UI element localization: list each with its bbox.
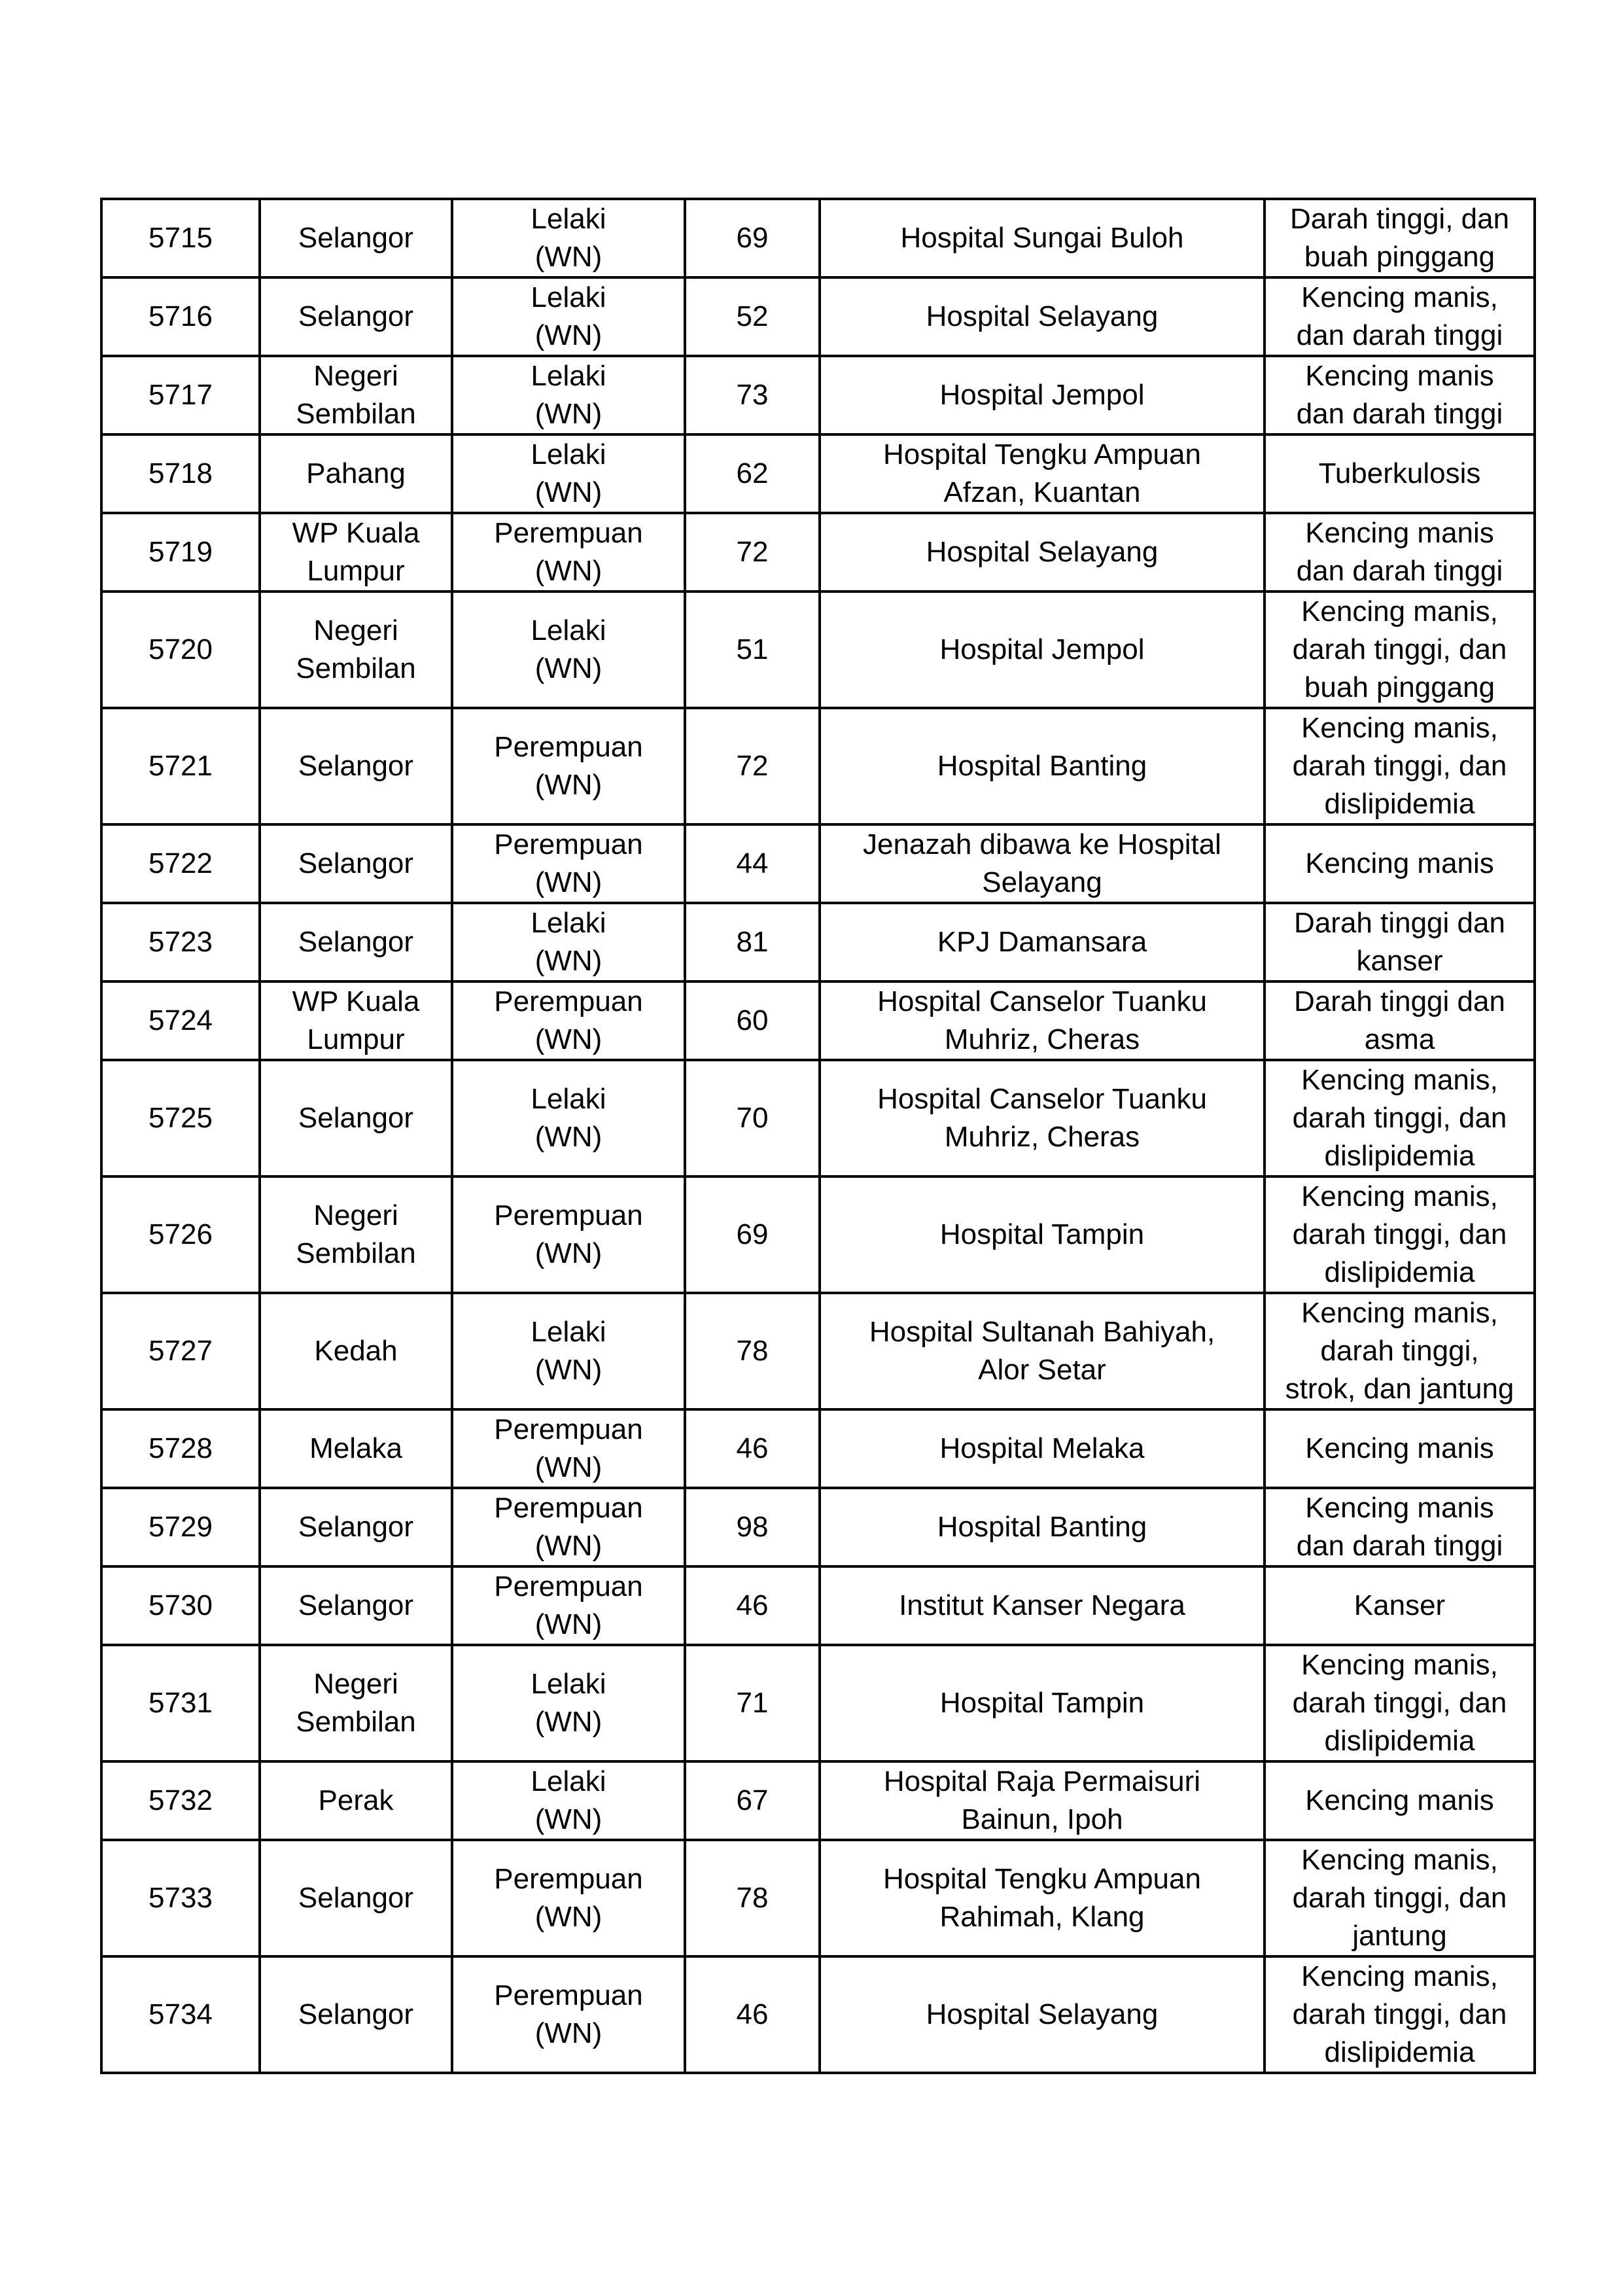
table-body	[101, 199, 1535, 2073]
gender-cell	[452, 1060, 685, 1176]
gender-cell-text: Perempuan (WN)	[494, 1413, 643, 1483]
case-number-cell-text: 5721	[148, 750, 213, 782]
case-number-cell-text: 5718	[148, 457, 213, 489]
age-cell	[685, 1761, 820, 1840]
state-cell-text: WP Kuala Lumpur	[292, 985, 420, 1055]
table-row	[101, 824, 1535, 903]
case-number-cell-text: 5730	[148, 1589, 213, 1621]
state-cell-text: WP Kuala Lumpur	[292, 517, 420, 587]
table-row	[101, 1293, 1535, 1409]
hospital-cell	[820, 1488, 1265, 1566]
case-number-cell	[101, 1956, 260, 2073]
table-row	[101, 199, 1535, 277]
condition-cell-text: Kencing manis dan darah tinggi	[1296, 517, 1503, 587]
case-number-cell	[101, 199, 260, 277]
case-number-cell	[101, 1840, 260, 1956]
gender-cell	[452, 277, 685, 356]
hospital-cell-text: Hospital Sultanah Bahiyah, Alor Setar	[869, 1316, 1215, 1386]
age-cell	[685, 1840, 820, 1956]
table-row	[101, 1409, 1535, 1488]
condition-cell-text: Kencing manis	[1305, 847, 1494, 879]
condition-cell	[1265, 903, 1535, 981]
table-row	[101, 1761, 1535, 1840]
case-number-cell-text: 5726	[148, 1218, 213, 1250]
age-cell-text: 78	[736, 1335, 769, 1367]
case-number-cell	[101, 1645, 260, 1761]
condition-cell-text: Kencing manis, darah tinggi, dan dislipidemia	[1292, 1180, 1507, 1288]
state-cell-text: Negeri Sembilan	[296, 1199, 416, 1269]
gender-cell	[452, 513, 685, 592]
hospital-cell-text: Hospital Sungai Buloh	[900, 222, 1184, 254]
hospital-cell-text: Hospital Tampin	[939, 1687, 1145, 1719]
age-cell-text: 71	[736, 1687, 769, 1719]
state-cell	[260, 1293, 452, 1409]
age-cell-text: 78	[736, 1882, 769, 1914]
state-cell-text: Selangor	[298, 750, 414, 782]
condition-cell-text: Kencing manis, darah tinggi, dan jantung	[1292, 1844, 1507, 1952]
gender-cell-text: Perempuan (WN)	[494, 828, 643, 898]
gender-cell-text: Lelaki (WN)	[531, 614, 606, 684]
hospital-cell	[820, 1060, 1265, 1176]
gender-cell	[452, 1293, 685, 1409]
hospital-cell-text: Institut Kanser Negara	[899, 1589, 1185, 1621]
table-row	[101, 1488, 1535, 1566]
gender-cell	[452, 981, 685, 1060]
state-cell	[260, 903, 452, 981]
state-cell-text: Selangor	[298, 1882, 414, 1914]
hospital-cell-text: Hospital Raja Permaisuri Bainun, Ipoh	[883, 1765, 1201, 1835]
condition-cell-text: Kencing manis, dan darah tinggi	[1296, 281, 1503, 351]
age-cell-text: 98	[736, 1511, 769, 1543]
age-cell	[685, 1409, 820, 1488]
hospital-cell	[820, 592, 1265, 708]
state-cell	[260, 1488, 452, 1566]
condition-cell	[1265, 1176, 1535, 1293]
gender-cell	[452, 1409, 685, 1488]
state-cell	[260, 592, 452, 708]
gender-cell-text: Lelaki (WN)	[531, 1083, 606, 1153]
case-number-cell-text: 5725	[148, 1102, 213, 1134]
hospital-cell-text: Hospital Canselor Tuanku Muhriz, Cheras	[877, 1083, 1207, 1153]
condition-cell	[1265, 277, 1535, 356]
age-cell-text: 72	[736, 750, 769, 782]
state-cell	[260, 1956, 452, 2073]
case-number-cell	[101, 592, 260, 708]
gender-cell	[452, 903, 685, 981]
case-number-cell	[101, 1060, 260, 1176]
case-number-cell	[101, 824, 260, 903]
hospital-cell-text: Hospital Melaka	[939, 1432, 1145, 1464]
table-row	[101, 708, 1535, 824]
gender-cell-text: Lelaki (WN)	[531, 281, 606, 351]
hospital-cell	[820, 1956, 1265, 2073]
state-cell	[260, 1176, 452, 1293]
gender-cell	[452, 824, 685, 903]
age-cell-text: 72	[736, 536, 769, 568]
case-number-cell	[101, 1409, 260, 1488]
case-number-cell	[101, 708, 260, 824]
table-row	[101, 1956, 1535, 2073]
state-cell-text: Negeri Sembilan	[296, 360, 416, 430]
age-cell	[685, 434, 820, 513]
age-cell	[685, 1060, 820, 1176]
state-cell	[260, 434, 452, 513]
state-cell	[260, 1409, 452, 1488]
age-cell	[685, 277, 820, 356]
case-number-cell-text: 5727	[148, 1335, 213, 1367]
condition-cell	[1265, 708, 1535, 824]
condition-cell-text: Kencing manis	[1305, 1784, 1494, 1816]
age-cell	[685, 1645, 820, 1761]
state-cell	[260, 1761, 452, 1840]
hospital-cell-text: Hospital Selayang	[926, 536, 1159, 568]
deaths-table	[100, 198, 1536, 2074]
case-number-cell-text: 5731	[148, 1687, 213, 1719]
hospital-cell	[820, 1293, 1265, 1409]
state-cell-text: Selangor	[298, 1998, 414, 2030]
gender-cell	[452, 1645, 685, 1761]
gender-cell	[452, 1840, 685, 1956]
state-cell	[260, 356, 452, 434]
condition-cell-text: Darah tinggi, dan buah pinggang	[1289, 203, 1510, 273]
hospital-cell	[820, 1566, 1265, 1645]
age-cell	[685, 356, 820, 434]
hospital-cell	[820, 199, 1265, 277]
hospital-cell	[820, 1761, 1265, 1840]
table-row	[101, 1840, 1535, 1956]
state-cell	[260, 1566, 452, 1645]
case-number-cell-text: 5732	[148, 1784, 213, 1816]
state-cell	[260, 708, 452, 824]
age-cell	[685, 708, 820, 824]
hospital-cell	[820, 356, 1265, 434]
gender-cell	[452, 1488, 685, 1566]
state-cell	[260, 199, 452, 277]
case-number-cell	[101, 277, 260, 356]
case-number-cell-text: 5719	[148, 536, 213, 568]
age-cell-text: 51	[736, 633, 769, 665]
age-cell-text: 46	[736, 1589, 769, 1621]
gender-cell-text: Lelaki (WN)	[531, 1316, 606, 1386]
case-number-cell	[101, 981, 260, 1060]
hospital-cell	[820, 708, 1265, 824]
case-number-cell-text: 5728	[148, 1432, 213, 1464]
condition-cell	[1265, 356, 1535, 434]
case-number-cell-text: 5715	[148, 222, 213, 254]
state-cell-text: Selangor	[298, 926, 414, 958]
hospital-cell-text: Hospital Selayang	[926, 1998, 1159, 2030]
hospital-cell	[820, 824, 1265, 903]
hospital-cell-text: Hospital Banting	[937, 750, 1147, 782]
case-number-cell-text: 5716	[148, 300, 213, 332]
table-row	[101, 356, 1535, 434]
condition-cell-text: Kencing manis	[1305, 1432, 1494, 1464]
state-cell-text: Selangor	[298, 222, 414, 254]
table-row	[101, 903, 1535, 981]
state-cell	[260, 824, 452, 903]
age-cell	[685, 513, 820, 592]
case-number-cell	[101, 434, 260, 513]
age-cell-text: 67	[736, 1784, 769, 1816]
state-cell-text: Selangor	[298, 1102, 414, 1134]
table-row	[101, 1566, 1535, 1645]
gender-cell-text: Perempuan (WN)	[494, 1570, 643, 1640]
case-number-cell	[101, 1761, 260, 1840]
state-cell	[260, 513, 452, 592]
age-cell-text: 69	[736, 1218, 769, 1250]
condition-cell	[1265, 1956, 1535, 2073]
state-cell-text: Selangor	[298, 847, 414, 879]
hospital-cell-text: Hospital Banting	[937, 1511, 1147, 1543]
gender-cell	[452, 592, 685, 708]
condition-cell	[1265, 1840, 1535, 1956]
condition-cell-text: Kencing manis dan darah tinggi	[1296, 1492, 1503, 1562]
gender-cell	[452, 199, 685, 277]
age-cell-text: 69	[736, 222, 769, 254]
case-number-cell	[101, 1566, 260, 1645]
state-cell	[260, 277, 452, 356]
state-cell-text: Selangor	[298, 1511, 414, 1543]
condition-cell	[1265, 434, 1535, 513]
case-number-cell	[101, 513, 260, 592]
table-row	[101, 513, 1535, 592]
gender-cell	[452, 708, 685, 824]
age-cell-text: 46	[736, 1432, 769, 1464]
state-cell-text: Negeri Sembilan	[296, 614, 416, 684]
age-cell	[685, 1176, 820, 1293]
case-number-cell	[101, 903, 260, 981]
condition-cell	[1265, 824, 1535, 903]
age-cell-text: 46	[736, 1998, 769, 2030]
gender-cell-text: Lelaki (WN)	[531, 203, 606, 273]
age-cell-text: 44	[736, 847, 769, 879]
state-cell-text: Perak	[318, 1784, 394, 1816]
case-number-cell-text: 5722	[148, 847, 213, 879]
case-number-cell-text: 5717	[148, 379, 213, 411]
age-cell	[685, 903, 820, 981]
age-cell	[685, 981, 820, 1060]
case-number-cell-text: 5734	[148, 1998, 213, 2030]
gender-cell-text: Lelaki (WN)	[531, 360, 606, 430]
condition-cell-text: Darah tinggi dan kanser	[1294, 907, 1505, 977]
gender-cell-text: Perempuan (WN)	[494, 517, 643, 587]
gender-cell-text: Lelaki (WN)	[531, 907, 606, 977]
table-row	[101, 981, 1535, 1060]
hospital-cell	[820, 903, 1265, 981]
age-cell	[685, 1566, 820, 1645]
state-cell-text: Negeri Sembilan	[296, 1668, 416, 1738]
case-number-cell-text: 5724	[148, 1004, 213, 1036]
condition-cell	[1265, 1566, 1535, 1645]
age-cell-text: 73	[736, 379, 769, 411]
state-cell-text: Kedah	[314, 1335, 398, 1367]
case-number-cell	[101, 1293, 260, 1409]
age-cell	[685, 592, 820, 708]
condition-cell	[1265, 513, 1535, 592]
age-cell	[685, 1956, 820, 2073]
state-cell	[260, 981, 452, 1060]
condition-cell-text: Tuberkulosis	[1318, 457, 1481, 489]
gender-cell-text: Perempuan (WN)	[494, 1492, 643, 1562]
condition-cell-text: Kencing manis, darah tinggi, dan dislipidemia	[1292, 712, 1507, 820]
case-number-cell-text: 5723	[148, 926, 213, 958]
case-number-cell	[101, 356, 260, 434]
hospital-cell-text: Hospital Jempol	[939, 633, 1145, 665]
age-cell	[685, 1488, 820, 1566]
state-cell-text: Selangor	[298, 300, 414, 332]
hospital-cell-text: Hospital Tampin	[939, 1218, 1145, 1250]
case-number-cell-text: 5720	[148, 633, 213, 665]
hospital-cell	[820, 1176, 1265, 1293]
case-number-cell-text: 5733	[148, 1882, 213, 1914]
state-cell-text: Pahang	[306, 457, 406, 489]
hospital-cell	[820, 1645, 1265, 1761]
hospital-cell	[820, 434, 1265, 513]
table-row	[101, 434, 1535, 513]
condition-cell	[1265, 1645, 1535, 1761]
hospital-cell-text: Hospital Tengku Ampuan Rahimah, Klang	[883, 1863, 1201, 1933]
hospital-cell-text: Hospital Selayang	[926, 300, 1159, 332]
condition-cell-text: Kencing manis dan darah tinggi	[1296, 360, 1503, 430]
condition-cell	[1265, 1293, 1535, 1409]
age-cell	[685, 199, 820, 277]
condition-cell	[1265, 1409, 1535, 1488]
condition-cell	[1265, 592, 1535, 708]
gender-cell-text: Lelaki (WN)	[531, 1765, 606, 1835]
age-cell-text: 62	[736, 457, 769, 489]
condition-cell-text: Kencing manis, darah tinggi, dan dislipidemia	[1292, 1649, 1507, 1757]
state-cell	[260, 1645, 452, 1761]
table-row	[101, 1645, 1535, 1761]
hospital-cell-text: Jenazah dibawa ke Hospital Selayang	[863, 828, 1221, 898]
condition-cell	[1265, 1761, 1535, 1840]
table-row	[101, 1060, 1535, 1176]
condition-cell-text: Kencing manis, darah tinggi, dan buah pinggang	[1292, 595, 1507, 703]
gender-cell	[452, 1176, 685, 1293]
state-cell-text: Selangor	[298, 1589, 414, 1621]
gender-cell	[452, 1566, 685, 1645]
hospital-cell-text: Hospital Jempol	[939, 379, 1145, 411]
gender-cell	[452, 1761, 685, 1840]
condition-cell-text: Kencing manis, darah tinggi, strok, dan jantung	[1285, 1297, 1514, 1405]
gender-cell-text: Lelaki (WN)	[531, 1668, 606, 1738]
state-cell-text: Melaka	[309, 1432, 402, 1464]
table-row	[101, 592, 1535, 708]
condition-cell	[1265, 199, 1535, 277]
gender-cell-text: Perempuan (WN)	[494, 1979, 643, 2049]
gender-cell	[452, 1956, 685, 2073]
condition-cell-text: Kanser	[1353, 1589, 1446, 1621]
condition-cell	[1265, 981, 1535, 1060]
hospital-cell	[820, 1409, 1265, 1488]
condition-cell-text: Darah tinggi dan asma	[1294, 985, 1505, 1055]
hospital-cell-text: Hospital Tengku Ampuan Afzan, Kuantan	[883, 438, 1201, 508]
state-cell	[260, 1060, 452, 1176]
gender-cell-text: Lelaki (WN)	[531, 438, 606, 508]
condition-cell	[1265, 1488, 1535, 1566]
gender-cell-text: Perempuan (WN)	[494, 985, 643, 1055]
gender-cell	[452, 434, 685, 513]
age-cell-text: 52	[736, 300, 769, 332]
condition-cell-text: Kencing manis, darah tinggi, dan dislipidemia	[1292, 1064, 1507, 1172]
case-number-cell	[101, 1176, 260, 1293]
table-row	[101, 277, 1535, 356]
hospital-cell-text: Hospital Canselor Tuanku Muhriz, Cheras	[877, 985, 1207, 1055]
hospital-cell	[820, 513, 1265, 592]
gender-cell-text: Perempuan (WN)	[494, 731, 643, 801]
condition-cell-text: Kencing manis, darah tinggi, dan dislipidemia	[1292, 1960, 1507, 2068]
age-cell-text: 81	[736, 926, 769, 958]
age-cell	[685, 824, 820, 903]
case-number-cell	[101, 1488, 260, 1566]
age-cell-text: 70	[736, 1102, 769, 1134]
condition-cell	[1265, 1060, 1535, 1176]
hospital-cell	[820, 277, 1265, 356]
table-row	[101, 1176, 1535, 1293]
state-cell	[260, 1840, 452, 1956]
hospital-cell	[820, 981, 1265, 1060]
age-cell	[685, 1293, 820, 1409]
hospital-cell-text: KPJ Damansara	[937, 926, 1147, 958]
gender-cell-text: Perempuan (WN)	[494, 1199, 643, 1269]
hospital-cell	[820, 1840, 1265, 1956]
gender-cell	[452, 356, 685, 434]
age-cell-text: 60	[736, 1004, 769, 1036]
gender-cell-text: Perempuan (WN)	[494, 1863, 643, 1933]
case-number-cell-text: 5729	[148, 1511, 213, 1543]
